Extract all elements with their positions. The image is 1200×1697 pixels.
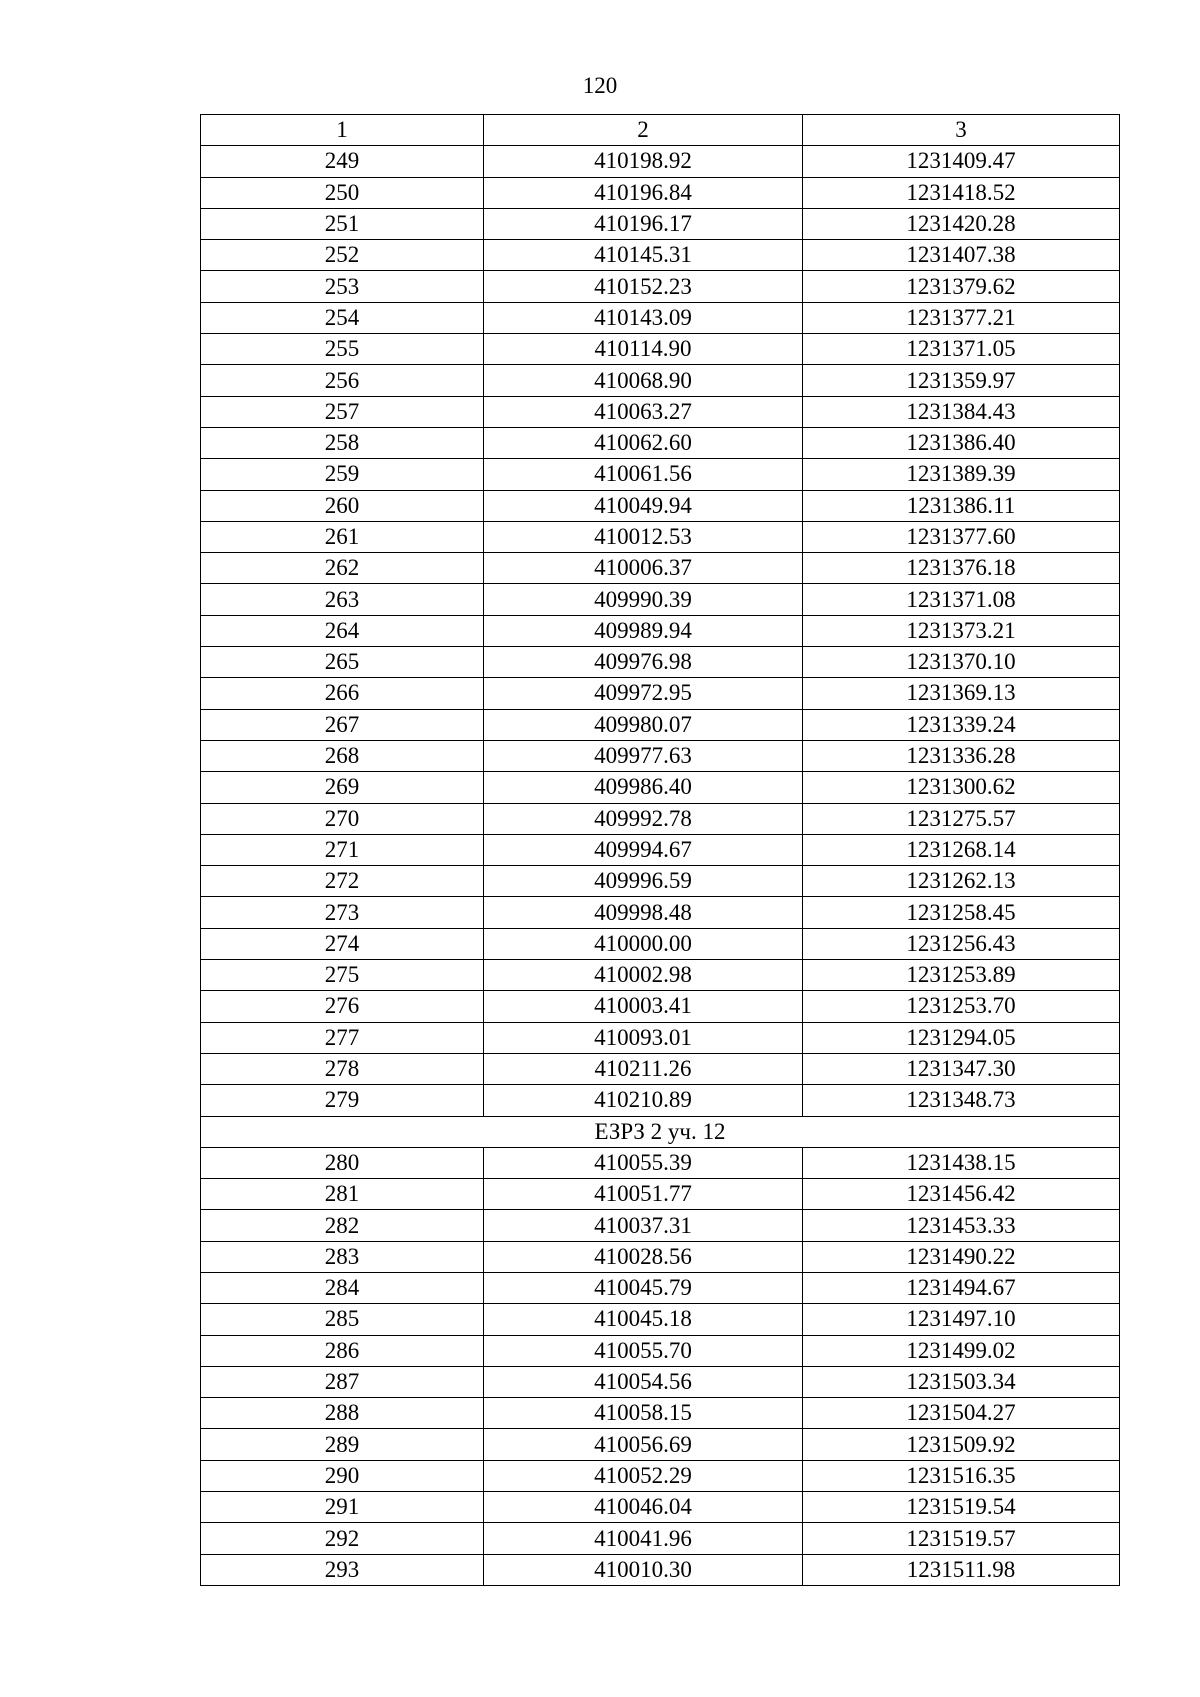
y-coordinate-cell: 1231384.43 (803, 396, 1120, 427)
table-row (201, 334, 1120, 365)
y-coordinate-cell: 1231300.62 (803, 772, 1120, 803)
y-coordinate-cell: 1231377.21 (803, 302, 1120, 333)
point-number-cell: 278 (201, 1053, 484, 1084)
x-coordinate-cell: 410051.77 (484, 1179, 803, 1210)
coordinates-table-body (201, 115, 1120, 1586)
table-row (201, 772, 1120, 803)
point-number-cell: 293 (201, 1554, 484, 1585)
x-coordinate-cell: 410143.09 (484, 302, 803, 333)
table-row (201, 177, 1120, 208)
point-number-cell: 284 (201, 1272, 484, 1303)
point-number-cell: 255 (201, 334, 484, 365)
x-coordinate-cell: 410037.31 (484, 1210, 803, 1241)
point-number-cell: 259 (201, 459, 484, 490)
table-row (201, 1366, 1120, 1397)
point-number-cell: 273 (201, 897, 484, 928)
table-row (201, 1210, 1120, 1241)
point-number-cell: 264 (201, 615, 484, 646)
x-coordinate-cell: 410049.94 (484, 490, 803, 521)
point-number-cell: 271 (201, 834, 484, 865)
x-coordinate-cell: 410210.89 (484, 1085, 803, 1116)
table-row (201, 490, 1120, 521)
table-row (201, 427, 1120, 458)
y-coordinate-cell: 1231253.70 (803, 991, 1120, 1022)
point-number-cell: 281 (201, 1179, 484, 1210)
x-coordinate-cell: 410055.39 (484, 1147, 803, 1178)
point-number-cell: 286 (201, 1335, 484, 1366)
column-header-3: 3 (803, 115, 1120, 146)
table-row (201, 553, 1120, 584)
table-row (201, 396, 1120, 427)
x-coordinate-cell: 409998.48 (484, 897, 803, 928)
x-coordinate-cell: 410062.60 (484, 427, 803, 458)
table-row (201, 615, 1120, 646)
table-row (201, 709, 1120, 740)
x-coordinate-cell: 410055.70 (484, 1335, 803, 1366)
table-row (201, 271, 1120, 302)
x-coordinate-cell: 410000.00 (484, 928, 803, 959)
table-row (201, 1179, 1120, 1210)
x-coordinate-cell: 410041.96 (484, 1523, 803, 1554)
page-number: 120 (582, 73, 618, 98)
x-coordinate-cell: 410058.15 (484, 1398, 803, 1429)
point-number-cell: 279 (201, 1085, 484, 1116)
point-number-cell: 277 (201, 1022, 484, 1053)
x-coordinate-cell: 410054.56 (484, 1366, 803, 1397)
y-coordinate-cell: 1231456.42 (803, 1179, 1120, 1210)
y-coordinate-cell: 1231339.24 (803, 709, 1120, 740)
y-coordinate-cell: 1231294.05 (803, 1022, 1120, 1053)
x-coordinate-cell: 410198.92 (484, 146, 803, 177)
x-coordinate-cell: 409992.78 (484, 803, 803, 834)
point-number-cell: 249 (201, 146, 484, 177)
x-coordinate-cell: 409989.94 (484, 615, 803, 646)
y-coordinate-cell: 1231371.08 (803, 584, 1120, 615)
y-coordinate-cell: 1231386.40 (803, 427, 1120, 458)
table-row (201, 240, 1120, 271)
table-row (201, 1304, 1120, 1335)
table-row (201, 1022, 1120, 1053)
y-coordinate-cell: 1231377.60 (803, 521, 1120, 552)
point-number-cell: 270 (201, 803, 484, 834)
table-row (201, 1523, 1120, 1554)
x-coordinate-cell: 410045.79 (484, 1272, 803, 1303)
y-coordinate-cell: 1231386.11 (803, 490, 1120, 521)
x-coordinate-cell: 410152.23 (484, 271, 803, 302)
point-number-cell: 265 (201, 647, 484, 678)
table-row (201, 1492, 1120, 1523)
y-coordinate-cell: 1231359.97 (803, 365, 1120, 396)
x-coordinate-cell: 410056.69 (484, 1429, 803, 1460)
x-coordinate-cell: 410028.56 (484, 1241, 803, 1272)
y-coordinate-cell: 1231519.57 (803, 1523, 1120, 1554)
table-row (201, 866, 1120, 897)
y-coordinate-cell: 1231348.73 (803, 1085, 1120, 1116)
table-row (201, 146, 1120, 177)
point-number-cell: 260 (201, 490, 484, 521)
y-coordinate-cell: 1231389.39 (803, 459, 1120, 490)
x-coordinate-cell: 410012.53 (484, 521, 803, 552)
x-coordinate-cell: 409977.63 (484, 740, 803, 771)
point-number-cell: 262 (201, 553, 484, 584)
x-coordinate-cell: 409996.59 (484, 866, 803, 897)
y-coordinate-cell: 1231418.52 (803, 177, 1120, 208)
point-number-cell: 252 (201, 240, 484, 271)
section-title: ЕЗРЗ 2 уч. 12 (201, 1116, 1120, 1147)
x-coordinate-cell: 410114.90 (484, 334, 803, 365)
y-coordinate-cell: 1231379.62 (803, 271, 1120, 302)
point-number-cell: 280 (201, 1147, 484, 1178)
x-coordinate-cell: 409972.95 (484, 678, 803, 709)
x-coordinate-cell: 409976.98 (484, 647, 803, 678)
point-number-cell: 263 (201, 584, 484, 615)
y-coordinate-cell: 1231420.28 (803, 208, 1120, 239)
x-coordinate-cell: 409990.39 (484, 584, 803, 615)
point-number-cell: 268 (201, 740, 484, 771)
table-row (201, 1429, 1120, 1460)
x-coordinate-cell: 410045.18 (484, 1304, 803, 1335)
x-coordinate-cell: 409994.67 (484, 834, 803, 865)
point-number-cell: 276 (201, 991, 484, 1022)
x-coordinate-cell: 409980.07 (484, 709, 803, 740)
table-row (201, 1085, 1120, 1116)
table-row (201, 1460, 1120, 1491)
table-row (201, 834, 1120, 865)
x-coordinate-cell: 410211.26 (484, 1053, 803, 1084)
point-number-cell: 261 (201, 521, 484, 552)
table-row (201, 960, 1120, 991)
point-number-cell: 256 (201, 365, 484, 396)
point-number-cell: 266 (201, 678, 484, 709)
point-number-cell: 258 (201, 427, 484, 458)
y-coordinate-cell: 1231268.14 (803, 834, 1120, 865)
table-row (201, 991, 1120, 1022)
y-coordinate-cell: 1231504.27 (803, 1398, 1120, 1429)
x-coordinate-cell: 410052.29 (484, 1460, 803, 1491)
y-coordinate-cell: 1231371.05 (803, 334, 1120, 365)
point-number-cell: 257 (201, 396, 484, 427)
table-header-row (201, 115, 1120, 146)
point-number-cell: 283 (201, 1241, 484, 1272)
table-row (201, 365, 1120, 396)
table-row (201, 521, 1120, 552)
y-coordinate-cell: 1231373.21 (803, 615, 1120, 646)
table-row (201, 459, 1120, 490)
point-number-cell: 274 (201, 928, 484, 959)
point-number-cell: 254 (201, 302, 484, 333)
x-coordinate-cell: 410196.84 (484, 177, 803, 208)
y-coordinate-cell: 1231497.10 (803, 1304, 1120, 1335)
point-number-cell: 288 (201, 1398, 484, 1429)
table-row (201, 803, 1120, 834)
point-number-cell: 285 (201, 1304, 484, 1335)
section-title-row (201, 1116, 1120, 1147)
y-coordinate-cell: 1231275.57 (803, 803, 1120, 834)
x-coordinate-cell: 410046.04 (484, 1492, 803, 1523)
point-number-cell: 292 (201, 1523, 484, 1554)
table-row (201, 1272, 1120, 1303)
point-number-cell: 269 (201, 772, 484, 803)
y-coordinate-cell: 1231516.35 (803, 1460, 1120, 1491)
y-coordinate-cell: 1231258.45 (803, 897, 1120, 928)
y-coordinate-cell: 1231503.34 (803, 1366, 1120, 1397)
point-number-cell: 272 (201, 866, 484, 897)
column-header-1: 1 (201, 115, 484, 146)
y-coordinate-cell: 1231253.89 (803, 960, 1120, 991)
y-coordinate-cell: 1231370.10 (803, 647, 1120, 678)
table-row (201, 678, 1120, 709)
x-coordinate-cell: 410068.90 (484, 365, 803, 396)
x-coordinate-cell: 409986.40 (484, 772, 803, 803)
y-coordinate-cell: 1231490.22 (803, 1241, 1120, 1272)
y-coordinate-cell: 1231494.67 (803, 1272, 1120, 1303)
y-coordinate-cell: 1231376.18 (803, 553, 1120, 584)
y-coordinate-cell: 1231262.13 (803, 866, 1120, 897)
table-row (201, 928, 1120, 959)
point-number-cell: 267 (201, 709, 484, 740)
y-coordinate-cell: 1231499.02 (803, 1335, 1120, 1366)
y-coordinate-cell: 1231336.28 (803, 740, 1120, 771)
x-coordinate-cell: 410093.01 (484, 1022, 803, 1053)
point-number-cell: 287 (201, 1366, 484, 1397)
table-row (201, 647, 1120, 678)
table-row (201, 1554, 1120, 1585)
point-number-cell: 291 (201, 1492, 484, 1523)
y-coordinate-cell: 1231347.30 (803, 1053, 1120, 1084)
table-row (201, 1398, 1120, 1429)
y-coordinate-cell: 1231453.33 (803, 1210, 1120, 1241)
table-row (201, 740, 1120, 771)
x-coordinate-cell: 410006.37 (484, 553, 803, 584)
y-coordinate-cell: 1231519.54 (803, 1492, 1120, 1523)
x-coordinate-cell: 410063.27 (484, 396, 803, 427)
point-number-cell: 250 (201, 177, 484, 208)
table-row (201, 584, 1120, 615)
x-coordinate-cell: 410003.41 (484, 991, 803, 1022)
point-number-cell: 290 (201, 1460, 484, 1491)
y-coordinate-cell: 1231369.13 (803, 678, 1120, 709)
point-number-cell: 289 (201, 1429, 484, 1460)
table-row (201, 1147, 1120, 1178)
x-coordinate-cell: 410196.17 (484, 208, 803, 239)
y-coordinate-cell: 1231509.92 (803, 1429, 1120, 1460)
point-number-cell: 251 (201, 208, 484, 239)
y-coordinate-cell: 1231438.15 (803, 1147, 1120, 1178)
table-row (201, 897, 1120, 928)
y-coordinate-cell: 1231407.38 (803, 240, 1120, 271)
point-number-cell: 282 (201, 1210, 484, 1241)
table-row (201, 1053, 1120, 1084)
x-coordinate-cell: 410061.56 (484, 459, 803, 490)
x-coordinate-cell: 410145.31 (484, 240, 803, 271)
table-row (201, 208, 1120, 239)
y-coordinate-cell: 1231256.43 (803, 928, 1120, 959)
table-row (201, 302, 1120, 333)
point-number-cell: 275 (201, 960, 484, 991)
table-row (201, 1335, 1120, 1366)
x-coordinate-cell: 410002.98 (484, 960, 803, 991)
x-coordinate-cell: 410010.30 (484, 1554, 803, 1585)
column-header-2: 2 (484, 115, 803, 146)
y-coordinate-cell: 1231511.98 (803, 1554, 1120, 1585)
coordinates-table (200, 114, 1120, 1586)
y-coordinate-cell: 1231409.47 (803, 146, 1120, 177)
point-number-cell: 253 (201, 271, 484, 302)
table-row (201, 1241, 1120, 1272)
